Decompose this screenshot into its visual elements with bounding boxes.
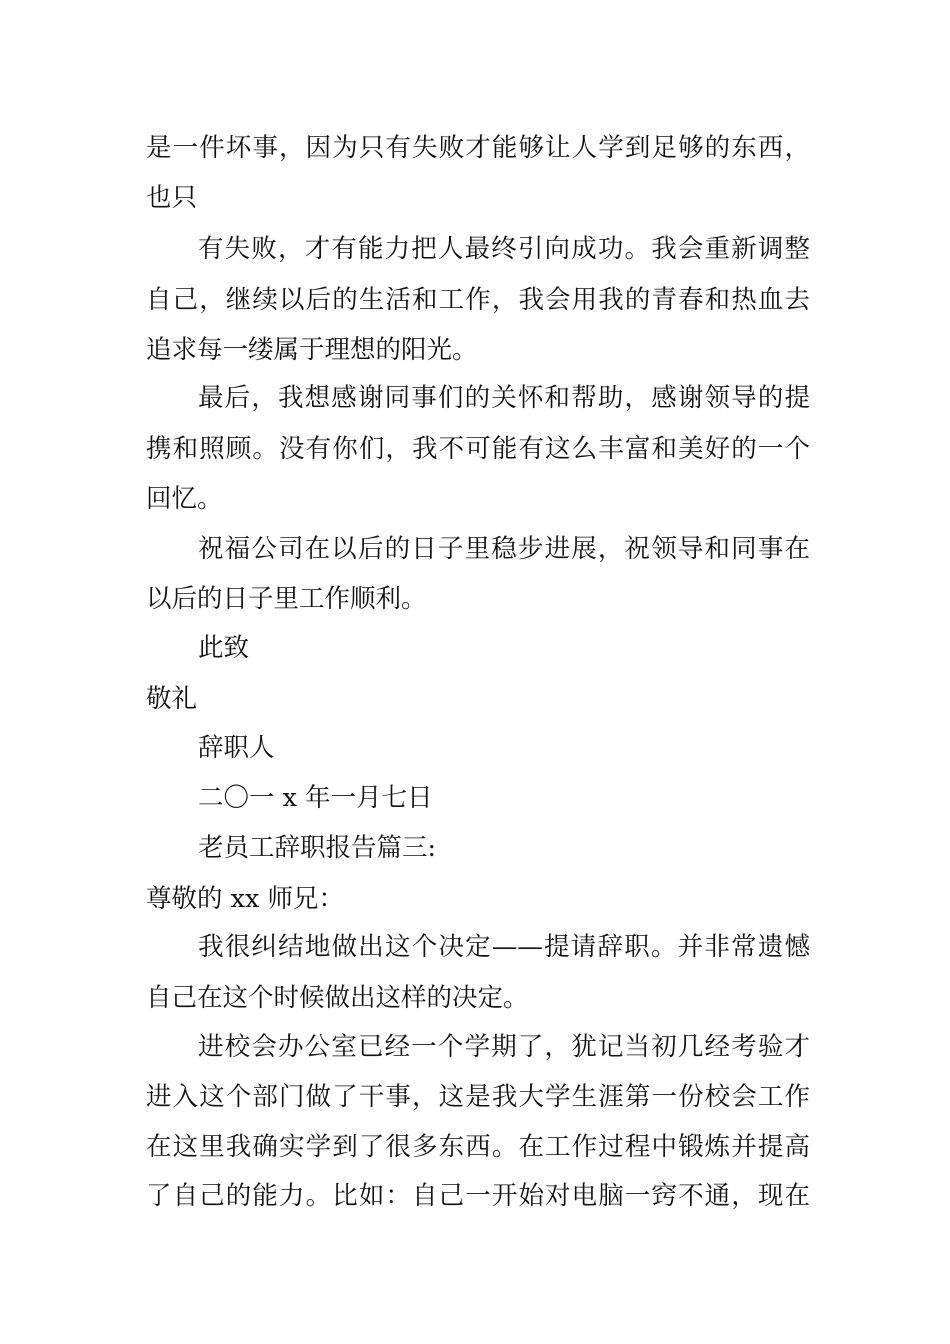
text-line-22: 了自己的能力。比如：自己一开始对电脑一窍不通，现在 [146, 1181, 810, 1211]
text-line-19: 进校会办公室已经一个学期了，犹记当初几经考验才 [198, 1032, 810, 1062]
text-line-5: 追求每一缕属于理想的阳光。 [146, 335, 478, 365]
letter-greeting: 尊敬的 xx 师兄： [146, 884, 344, 914]
text-line-20: 进入这个部门做了干事，这是我大学生涯第一份校会工作 [146, 1082, 810, 1112]
signature-label: 辞职人 [198, 733, 275, 763]
text-line-9: 祝福公司在以后的日子里稳步进展，祝领导和同事在 [198, 534, 810, 564]
closing-regards: 敬礼 [146, 684, 198, 714]
text-line-8: 回忆。 [146, 484, 223, 514]
text-line-3: 有失败，才有能力把人最终引向成功。我会重新调整 [198, 234, 810, 264]
text-line-18: 自己在这个时候做出这样的决定。 [146, 983, 529, 1013]
text-line-10: 以后的日子里工作顺利。 [146, 584, 427, 614]
text-line-21: 在这里我确实学到了很多东西。在工作过程中锻炼并提高 [146, 1132, 810, 1162]
text-line-17: 我很纠结地做出这个决定——提请辞职。并非常遗憾 [198, 932, 810, 962]
text-line-6: 最后，我想感谢同事们的关怀和帮助，感谢领导的提 [198, 383, 810, 413]
text-line-2: 也只 [146, 183, 198, 213]
closing-salutation: 此致 [198, 633, 250, 663]
text-line-4: 自己，继续以后的生活和工作，我会用我的青春和热血去 [146, 285, 810, 315]
section-title: 老员工辞职报告篇三: [198, 833, 437, 863]
text-line-7: 携和照顾。没有你们，我不可能有这么丰富和美好的一个 [146, 434, 810, 464]
text-line-1: 是一件坏事，因为只有失败才能够让人学到足够的东西， [146, 133, 810, 163]
signature-date: 二〇一 x 年一月七日 [198, 783, 433, 813]
